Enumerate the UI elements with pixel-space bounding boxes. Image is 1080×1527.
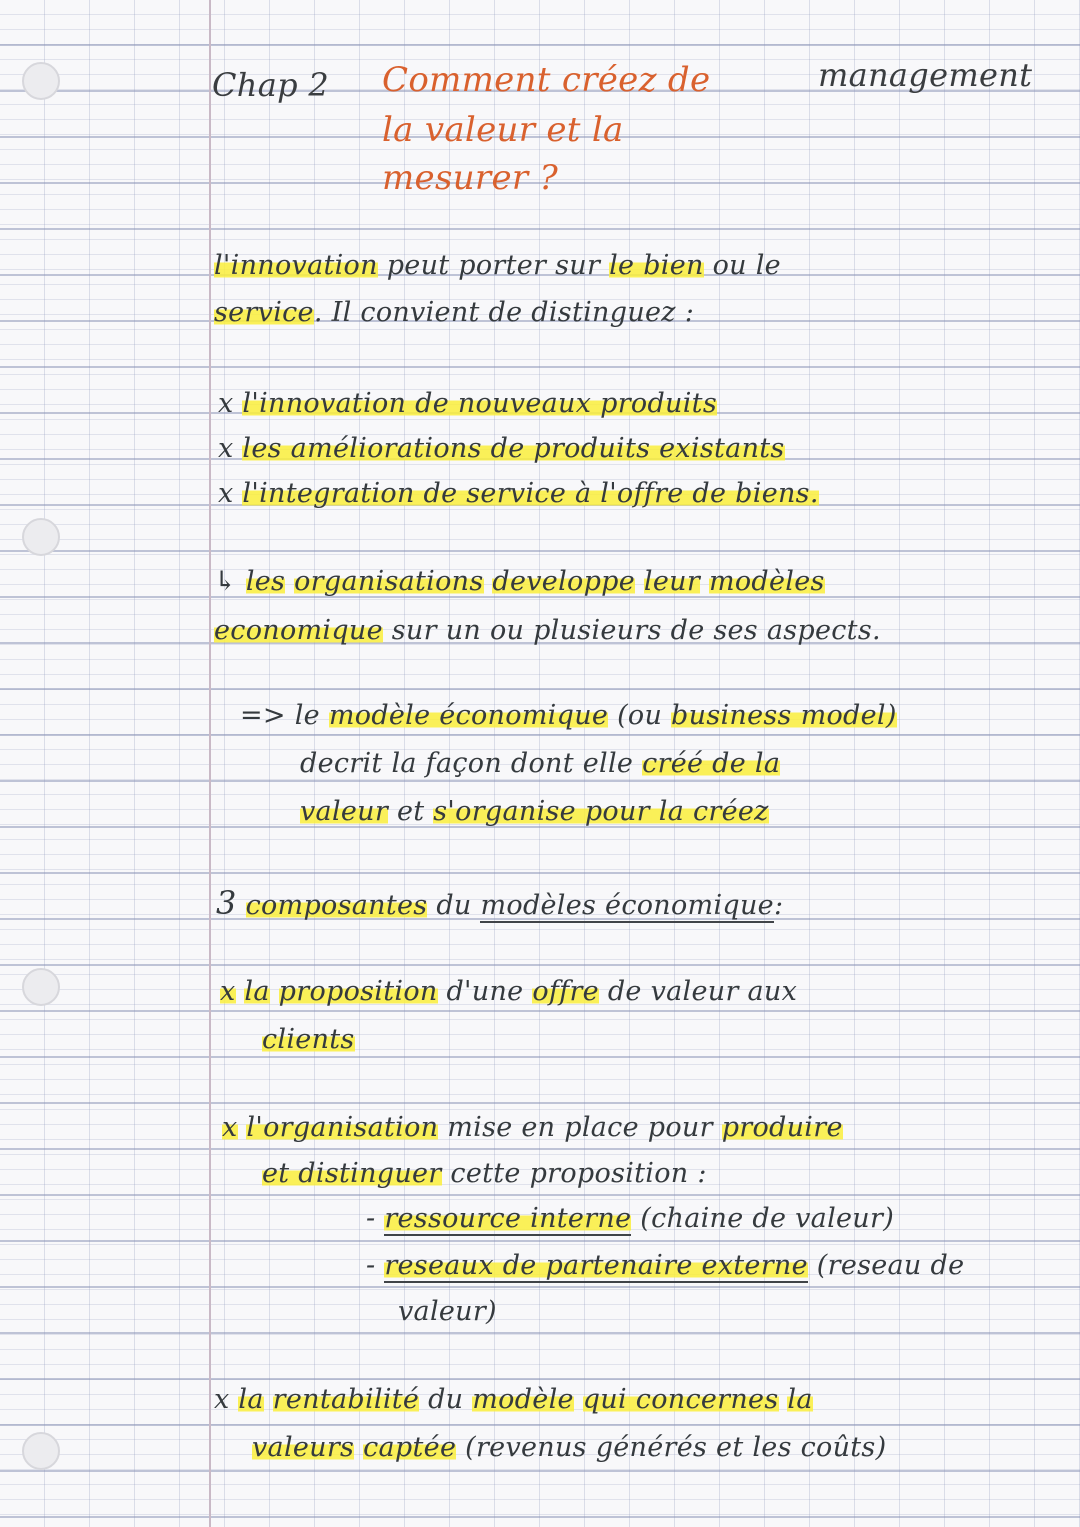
components-heading <box>216 884 783 922</box>
text: composantes <box>245 890 428 921</box>
binder-hole <box>22 518 60 556</box>
bullet-improvements <box>218 433 785 464</box>
text: peut porter sur <box>386 250 601 281</box>
text: la <box>244 976 270 1007</box>
implies-arrow-icon: => <box>240 700 286 731</box>
comp2-sub-1 <box>366 1203 894 1234</box>
text: business model) <box>671 700 897 731</box>
text: cette proposition : <box>450 1158 707 1189</box>
text: valeur <box>300 796 389 827</box>
bullet-integration <box>218 478 819 509</box>
comp1-line-1 <box>220 976 797 1007</box>
page-title-line-2: la valeur et la <box>382 110 624 150</box>
org-line-2 <box>214 615 881 646</box>
text: qui concernes <box>582 1384 779 1415</box>
comp3-line-2 <box>252 1432 886 1463</box>
binder-hole <box>22 968 60 1006</box>
comp2-sub-2 <box>366 1250 964 1281</box>
text: s'organise pour la créez <box>433 796 769 827</box>
text: et distinguer <box>262 1158 442 1189</box>
intro-line-2 <box>214 297 694 328</box>
underlined-text: modèles économique <box>480 890 774 921</box>
bullet-marker: x <box>218 433 234 464</box>
text: reseaux de partenaire externe <box>384 1250 808 1281</box>
text: produire <box>721 1112 843 1143</box>
page-title-line-1: Comment créez de <box>382 60 711 100</box>
text: modèle économique <box>328 700 609 731</box>
text: d'une <box>446 976 524 1007</box>
text: organisations <box>294 566 484 597</box>
binder-hole <box>22 62 60 100</box>
text: proposition <box>278 976 438 1007</box>
text: créé de la <box>642 748 781 779</box>
text: modèles <box>708 566 825 597</box>
text: sur un ou plusieurs de ses aspects. <box>391 615 881 646</box>
text: du <box>436 890 472 921</box>
comp2-sub-2b <box>398 1296 497 1327</box>
org-line-1 <box>214 566 825 597</box>
dash: - <box>366 1250 385 1281</box>
text: captée <box>363 1432 457 1463</box>
text: pour <box>647 1112 713 1143</box>
text: ressource interne <box>384 1203 632 1234</box>
text: (chaine de valeur) <box>631 1203 895 1234</box>
text: l'organisation <box>246 1112 439 1143</box>
model-line-1 <box>240 700 897 731</box>
bullet-marker: x <box>218 388 234 419</box>
chapter-label: Chap 2 <box>212 66 329 104</box>
text: developpe <box>492 566 636 597</box>
text: la <box>787 1384 813 1415</box>
model-line-2 <box>300 748 780 779</box>
text: ou le <box>712 250 781 281</box>
highlight-service: service <box>214 297 314 328</box>
text: economique <box>214 615 383 646</box>
bullet-marker: x <box>222 1112 238 1143</box>
text: leur <box>643 566 701 597</box>
bullet-text: les améliorations de produits existants <box>242 433 785 464</box>
text: mise en place <box>447 1112 639 1143</box>
comp1-line-2 <box>262 1024 355 1055</box>
binder-hole <box>22 1432 60 1470</box>
highlight-bien: le bien <box>609 250 704 281</box>
text: les <box>245 566 286 597</box>
arrow-icon: ↳ <box>214 566 237 597</box>
text: (ou <box>617 700 663 731</box>
bullet-text: l'integration de service à l'offre de biens. <box>242 478 819 509</box>
text: la <box>238 1384 264 1415</box>
comp2-line-1 <box>222 1112 843 1143</box>
text: le <box>294 700 320 731</box>
text: du <box>428 1384 464 1415</box>
bullet-text: l'innovation de nouveaux produits <box>242 388 717 419</box>
intro-line-1 <box>214 250 781 281</box>
text: : <box>773 890 784 921</box>
model-line-3 <box>300 796 769 827</box>
bullet-marker: x <box>220 976 236 1007</box>
title-management: management <box>818 56 1033 94</box>
bullet-new-products <box>218 388 717 419</box>
text: rentabilité <box>272 1384 420 1415</box>
text: decrit la façon dont elle <box>300 748 634 779</box>
highlight-innovation: l'innovation <box>214 250 378 281</box>
text: (revenus générés et les coûts) <box>465 1432 887 1463</box>
comp3-line-1 <box>214 1384 813 1415</box>
text: et <box>396 796 425 827</box>
text: valeur) <box>398 1296 497 1327</box>
text: (reseau de <box>807 1250 965 1281</box>
bullet-marker: x <box>218 478 234 509</box>
comp2-line-2 <box>262 1158 707 1189</box>
text: offre <box>532 976 599 1007</box>
text: clients <box>262 1024 355 1055</box>
dash: - <box>366 1203 385 1234</box>
page-title-line-3: mesurer ? <box>382 158 559 198</box>
text: de valeur aux <box>607 976 798 1007</box>
text: valeurs <box>252 1432 355 1463</box>
text: modèle <box>472 1384 574 1415</box>
text: . Il convient de distinguez : <box>313 297 695 328</box>
bullet-marker: x <box>214 1384 230 1415</box>
number-three: 3 <box>216 884 237 922</box>
